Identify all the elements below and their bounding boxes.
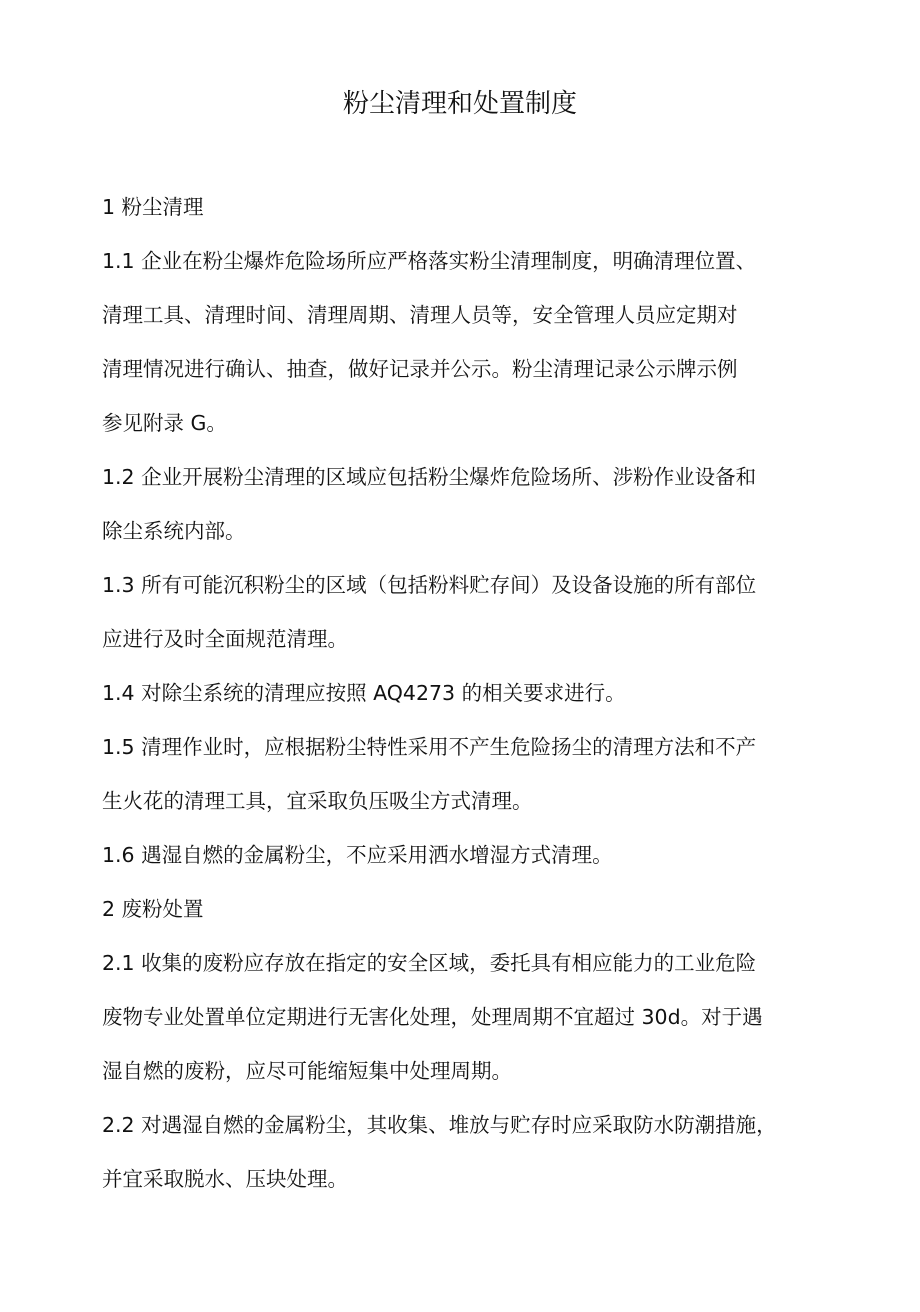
paragraph-line: 湿自燃的废粉，应尽可能缩短集中处理周期。 xyxy=(102,1059,512,1083)
paragraph-line: 清理工具、清理时间、清理周期、清理人员等，安全管理人员应定期对 xyxy=(102,303,738,327)
paragraph-line: 1.4 对除尘系统的清理应按照 AQ4273 的相关要求进行。 xyxy=(102,681,626,705)
section-heading-dust-cleaning: 1 粉尘清理 xyxy=(102,195,204,219)
paragraph-line: 1.3 所有可能沉积粉尘的区域（包括粉料贮存间）及设备设施的所有部位 xyxy=(102,573,757,597)
paragraph-line: 废物专业处置单位定期进行无害化处理，处理周期不宜超过 30d。对于遇 xyxy=(102,1005,763,1029)
paragraph-line: 2.1 收集的废粉应存放在指定的安全区域，委托具有相应能力的工业危险 xyxy=(102,951,757,975)
paragraph-line: 1.6 遇湿自燃的金属粉尘，不应采用洒水增湿方式清理。 xyxy=(102,843,613,867)
paragraph-line: 清理情况进行确认、抽查，做好记录并公示。粉尘清理记录公示牌示例 xyxy=(102,357,738,381)
paragraph-line: 1.1 企业在粉尘爆炸危险场所应严格落实粉尘清理制度，明确清理位置、 xyxy=(102,249,757,273)
document-body xyxy=(102,194,838,1220)
paragraph-line: 除尘系统内部。 xyxy=(102,519,246,543)
paragraph-line: 应进行及时全面规范清理。 xyxy=(102,627,348,651)
paragraph-line: 1.2 企业开展粉尘清理的区域应包括粉尘爆炸危险场所、涉粉作业设备和 xyxy=(102,465,757,489)
paragraph-line: 1.5 清理作业时，应根据粉尘特性采用不产生危险扬尘的清理方法和不产 xyxy=(102,735,757,759)
paragraph-line: 参见附录 G。 xyxy=(102,411,227,435)
paragraph-line: 2.2 对遇湿自燃的金属粉尘，其收集、堆放与贮存时应采取防水防潮措施， xyxy=(102,1113,777,1137)
document-title: 粉尘清理和处置制度 xyxy=(342,89,577,119)
paragraph-line: 并宜采取脱水、压块处理。 xyxy=(102,1167,348,1191)
paragraph-line: 生火花的清理工具，宜采取负压吸尘方式清理。 xyxy=(102,789,533,813)
section-heading-waste-powder-disposal: 2 废粉处置 xyxy=(102,897,204,921)
